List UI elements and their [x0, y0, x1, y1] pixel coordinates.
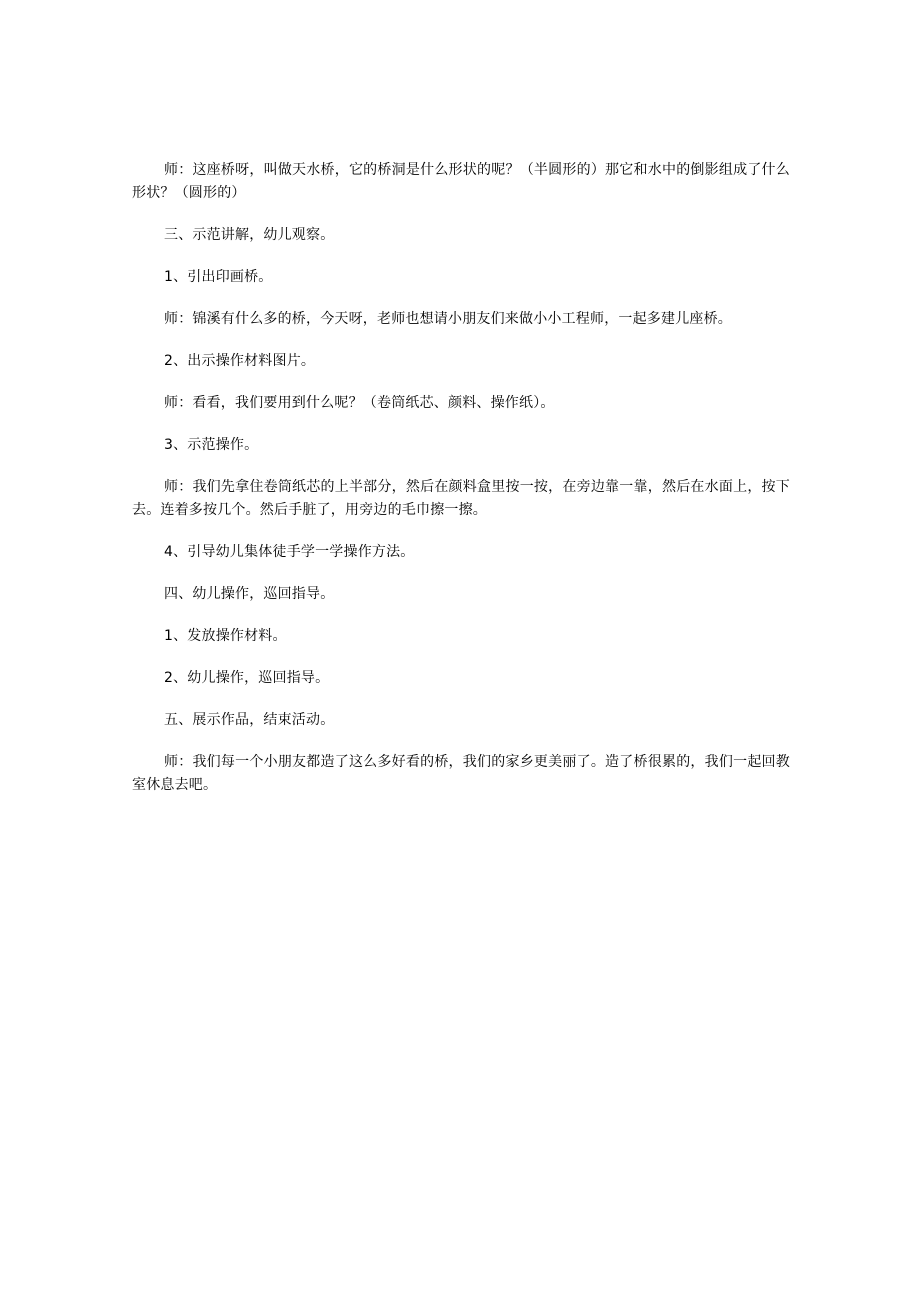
step-introduce-print-bridge: 1、引出印画桥。 — [164, 269, 273, 285]
section-heading-children-operate: 四、幼儿操作，巡回指导。 — [164, 586, 335, 602]
step-children-operate: 2、幼儿操作，巡回指导。 — [164, 670, 330, 686]
document-body — [132, 159, 790, 797]
section-heading-show-works: 五、展示作品，结束活动。 — [164, 712, 335, 728]
paragraph-teacher-conclusion: 师：我们每一个小朋友都造了这么多好看的桥，我们的家乡更美丽了。造了桥很累的，我们一起回教室休息去吧。 — [132, 754, 790, 793]
step-guide-children: 4、引导幼儿集体徒手学一学操作方法。 — [164, 544, 415, 560]
section-heading-demonstration: 三、示范讲解，幼儿观察。 — [164, 227, 335, 243]
step-demonstrate: 3、示范操作。 — [164, 437, 259, 453]
step-show-materials: 2、出示操作材料图片。 — [164, 353, 316, 369]
paragraph-teacher-materials: 师：看看，我们要用到什么呢？（卷筒纸芯、颜料、操作纸）。 — [164, 395, 555, 411]
step-distribute-materials: 1、发放操作材料。 — [164, 628, 287, 644]
paragraph-teacher-demo-steps: 师：我们先拿住卷筒纸芯的上半部分，然后在颜料盒里按一按，在旁边靠一靠，然后在水面上，按下去。连着多按几个。然后手脏了，用旁边的毛巾擦一擦。 — [132, 479, 790, 518]
paragraph-teacher-engineer: 师：锦溪有什么多的桥，今天呀，老师也想请小朋友们来做小小工程师，一起多建儿座桥。 — [164, 311, 732, 327]
paragraph-teacher-bridge-shape: 师：这座桥呀，叫做天水桥，它的桥洞是什么形状的呢？（半圆形的）那它和水中的倒影组成了什么形状？（圆形的） — [132, 162, 790, 201]
